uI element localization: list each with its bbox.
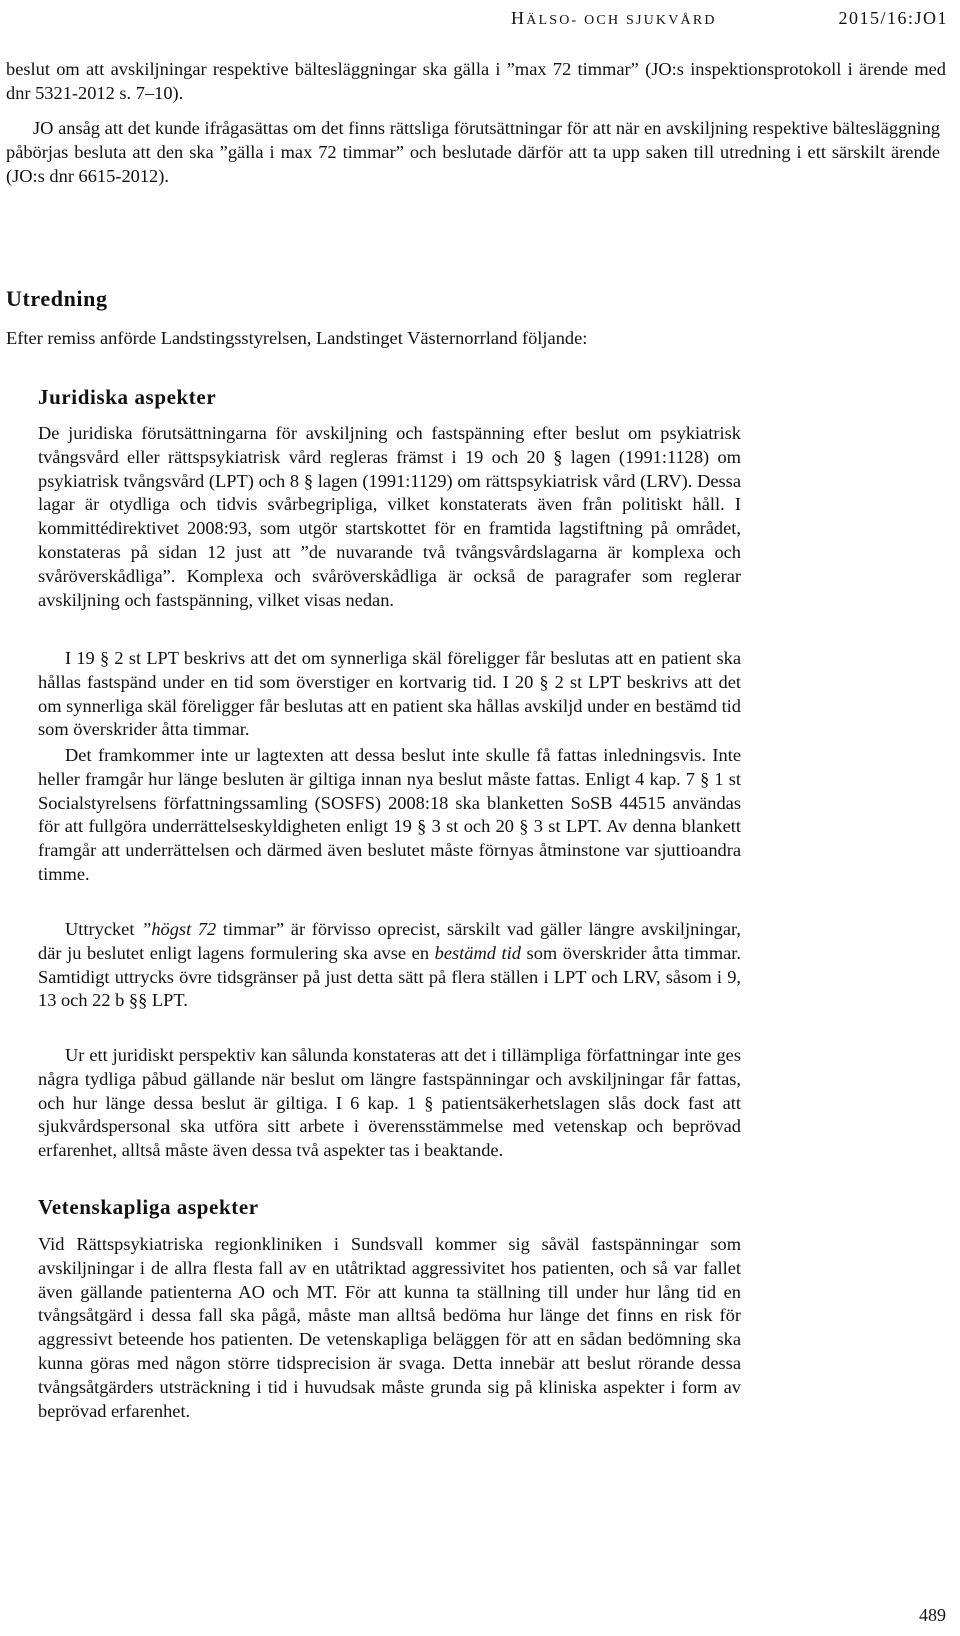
paragraph-juridiska-5: Ur ett juridiskt perspektiv kan sålunda konstateras att det i tillämpliga författningar inte ges några tydliga påbud gällande när beslut om längre fastspänningar och avskiljningar får fattas, och hur länge dessa beslut är giltiga. I 6 kap. 1 § patientsäkerhetslagen slås dock fast att sjukvårdspersonal ska utföra sitt arbete i överensstämmelse med vetenskap och beprövad erfarenhet, alltså måste även dessa två aspekter tas i beaktande.	[38, 1045, 741, 1161]
paragraph-continued: beslut om att avskiljningar respektive bältesläggningar ska gälla i ”max 72 timmar” (JO:s inspektionsprotokoll i ärende med dnr 5321-2012 s. 7–10).	[6, 59, 946, 103]
paragraph-jo-assessment: JO ansåg att det kunde ifrågasättas om det finns rättsliga förutsättningar för att när en avskiljning respektive bältesläggning påbörjas besluta att den ska ”gälla i max 72 timmar” och beslutade därför att ta upp saken till utredning i ett särskilt ärende (JO:s dnr 6615-2012).	[6, 118, 940, 186]
paragraph-juridiska-2: I 19 § 2 st LPT beskrivs att det om synnerliga skäl föreligger får beslutas att en patient ska hållas fastspänd under en tid som överstiger en kortvarig tid. I 20 § 2 st LPT beskrivs att det om synnerliga skäl föreligger får beslutas att en patient ska hållas avskiljd under en bestämd tid som överskrider åtta timmar.	[38, 648, 741, 740]
utredning-intro: Efter remiss anförde Landstingsstyrelsen, Landstinget Västernorrland följande:	[6, 328, 588, 348]
heading-juridiska-aspekter: Juridiska aspekter	[38, 385, 217, 409]
page-number: 489	[919, 1605, 946, 1625]
paragraph-juridiska-3: Det framkommer inte ur lagtexten att dessa beslut inte skulle få fattas inledningsvis. Inte heller framgår hur länge besluten är giltiga innan nya beslut måste fattas. Enligt 4 kap. 7 § 1 st Socialstyrelsens författningssamling (SOSFS) 2008:18 ska blanketten SoSB 44515 användas för att fullgöra underrättelseskyldigheten enligt 19 § 3 st och 20 § 3 st LPT. Av denna blankett framgår att underrättelsen och därmed även beslutet måste förnyas åtminstone var sjuttioandra timme.	[38, 745, 741, 884]
running-section-title: HÄLSO- OCH SJUKVÅRD	[511, 8, 717, 28]
heading-utredning: Utredning	[6, 286, 108, 311]
page-header	[0, 8, 960, 32]
document-number: 2015/16:JO1	[838, 8, 948, 28]
paragraph-juridiska-1: De juridiska förutsättningarna för avskiljning och fastspänning efter beslut om psykiatrisk tvångsvård eller rättspsykiatrisk vård regleras främst i 19 och 20 § lagen (1991:1128) om psykiatrisk tvångsvård (LPT) och 8 § lagen (1991:1129) om rättspsykiatrisk vård (LRV). Dessa lagar är otydliga och tidvis svårbegripliga, vilket konstaterats även från politiskt håll. I kommittédirektivet 2008:93, som utgör startskottet för en framtida lagstiftning på området, konstateras på sidan 12 just att ”de nuvarande två tvångsvårdslagarna är komplexa och svåröverskådliga”. Komplexa och svåröverskådliga är också de paragrafer som reglerar avskiljning och fastspänning, vilket visas nedan.	[38, 423, 741, 610]
heading-vetenskapliga-aspekter: Vetenskapliga aspekter	[38, 1195, 259, 1219]
paragraph-vetenskapliga-1: Vid Rättspsykiatriska regionkliniken i Sundsvall kommer sig såväl fastspänningar som avskiljningar i de allra flesta fall av en utåtriktad aggressivitet hos patienten, och så var fallet även gällande patienterna AO och MT. För att kunna ta ställning till under hur lång tid en tvångsåtgärd i dessa fall ska pågå, måste man alltså bedöma hur länge det finns en risk för aggressivt beteende hos patienten. De vetenskapliga beläggen för att en sådan bedömning ska kunna göras med någon större tidsprecision är svaga. Detta innebär att beslut rörande dessa tvångsåtgärders utsträckning i tid i huvudsak måste grunda sig på kliniska aspekter i form av beprövad erfarenhet.	[38, 1234, 741, 1421]
paragraph-juridiska-4: Uttrycket ”högst 72 timmar” är förvisso oprecist, särskilt vad gäller längre avskiljningar, där ju beslutet enligt lagens formulering ska avse en bestämd tid som överskrider åtta timmar. Samtidigt uttrycks övre tidsgränser på just detta sätt på flera ställen i LPT och LRV, såsom i 9, 13 och 22 b §§ LPT.	[38, 919, 741, 1011]
